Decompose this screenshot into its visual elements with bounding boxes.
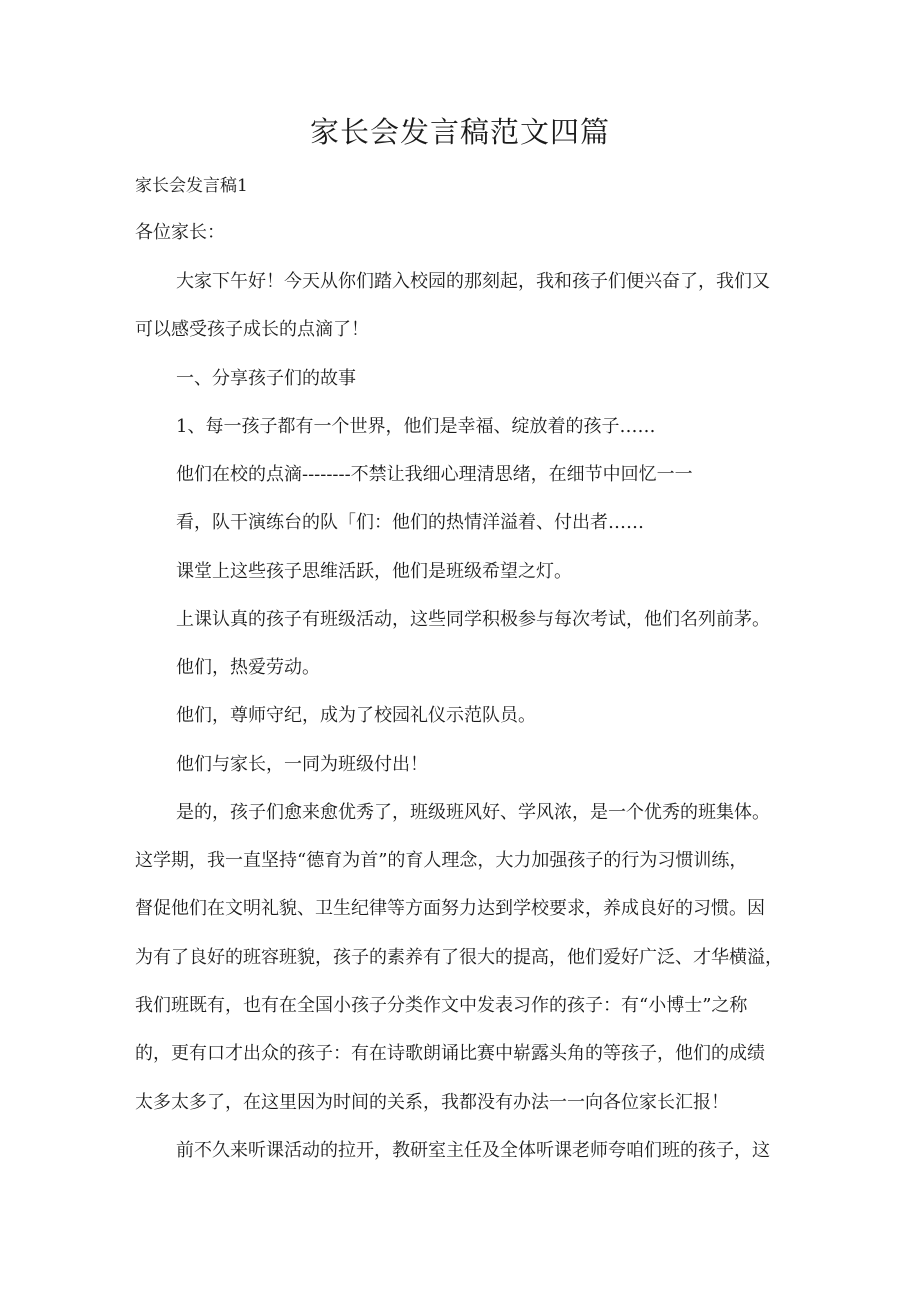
- paragraph-line: 大家下午好！今天从你们踏入校园的那刻起，我和孩子们便兴奋了，我们又: [176, 271, 770, 292]
- salutation: 各位家长：: [135, 222, 225, 243]
- paragraph-line: 看，队干演练台的队「们：他们的热情洋溢着、付出者……: [176, 512, 644, 533]
- paragraph-line: 为有了良好的班容班貌，孩子的素养有了很大的提高，他们爱好广泛、才华横溢，: [135, 947, 783, 968]
- document-title: 家长会发言稿范文四篇: [309, 115, 610, 149]
- paragraph-line: 1、每一孩子都有一个世界，他们是幸福、绽放着的孩子……: [176, 416, 656, 437]
- paragraph-line: 的，更有口才出众的孩子：有在诗歌朗诵比赛中崭露头角的等孩子，他们的成绩: [135, 1043, 765, 1064]
- paragraph-line: 这学期，我一直坚持“德育为首”的育人理念，大力加强孩子的行为习惯训练，: [135, 850, 748, 871]
- paragraph-line: 是的，孩子们愈来愈优秀了，班级班风好、学风浓，是一个优秀的班集体。: [176, 802, 770, 823]
- paragraph-line: 上课认真的孩子有班级活动，这些同学积极参与每次考试，他们名列前茅。: [176, 609, 770, 630]
- section-heading: 家长会发言稿1: [135, 176, 248, 196]
- paragraph-line: 他们，热爱劳动。: [176, 657, 320, 678]
- paragraph-line: 太多太多了，在这里因为时间的关系，我都没有办法一一向各位家长汇报！: [135, 1092, 729, 1113]
- paragraph-line: 督促他们在文明礼貌、卫生纪律等方面努力达到学校要求，养成良好的习惯。因: [135, 898, 765, 919]
- paragraph-line: 他们在校的点滴--------不禁让我细心理清思绪，在细节中回忆一一: [176, 464, 693, 485]
- paragraph-line: 可以感受孩子成长的点滴了！: [135, 319, 369, 340]
- paragraph-line: 他们，尊师守纪，成为了校园礼仪示范队员。: [176, 705, 536, 726]
- paragraph-line: 一、分享孩子们的故事: [176, 368, 356, 389]
- paragraph-line: 我们班既有，也有在全国小孩子分类作文中发表习作的孩子：有“小博士”之称: [135, 995, 748, 1016]
- paragraph-line: 他们与家长，一同为班级付出！: [176, 754, 428, 775]
- paragraph-line: 前不久来听课活动的拉开，教研室主任及全体听课老师夸咱们班的孩子，这: [176, 1140, 770, 1161]
- paragraph-line: 课堂上这些孩子思维活跃，他们是班级希望之灯。: [176, 561, 572, 582]
